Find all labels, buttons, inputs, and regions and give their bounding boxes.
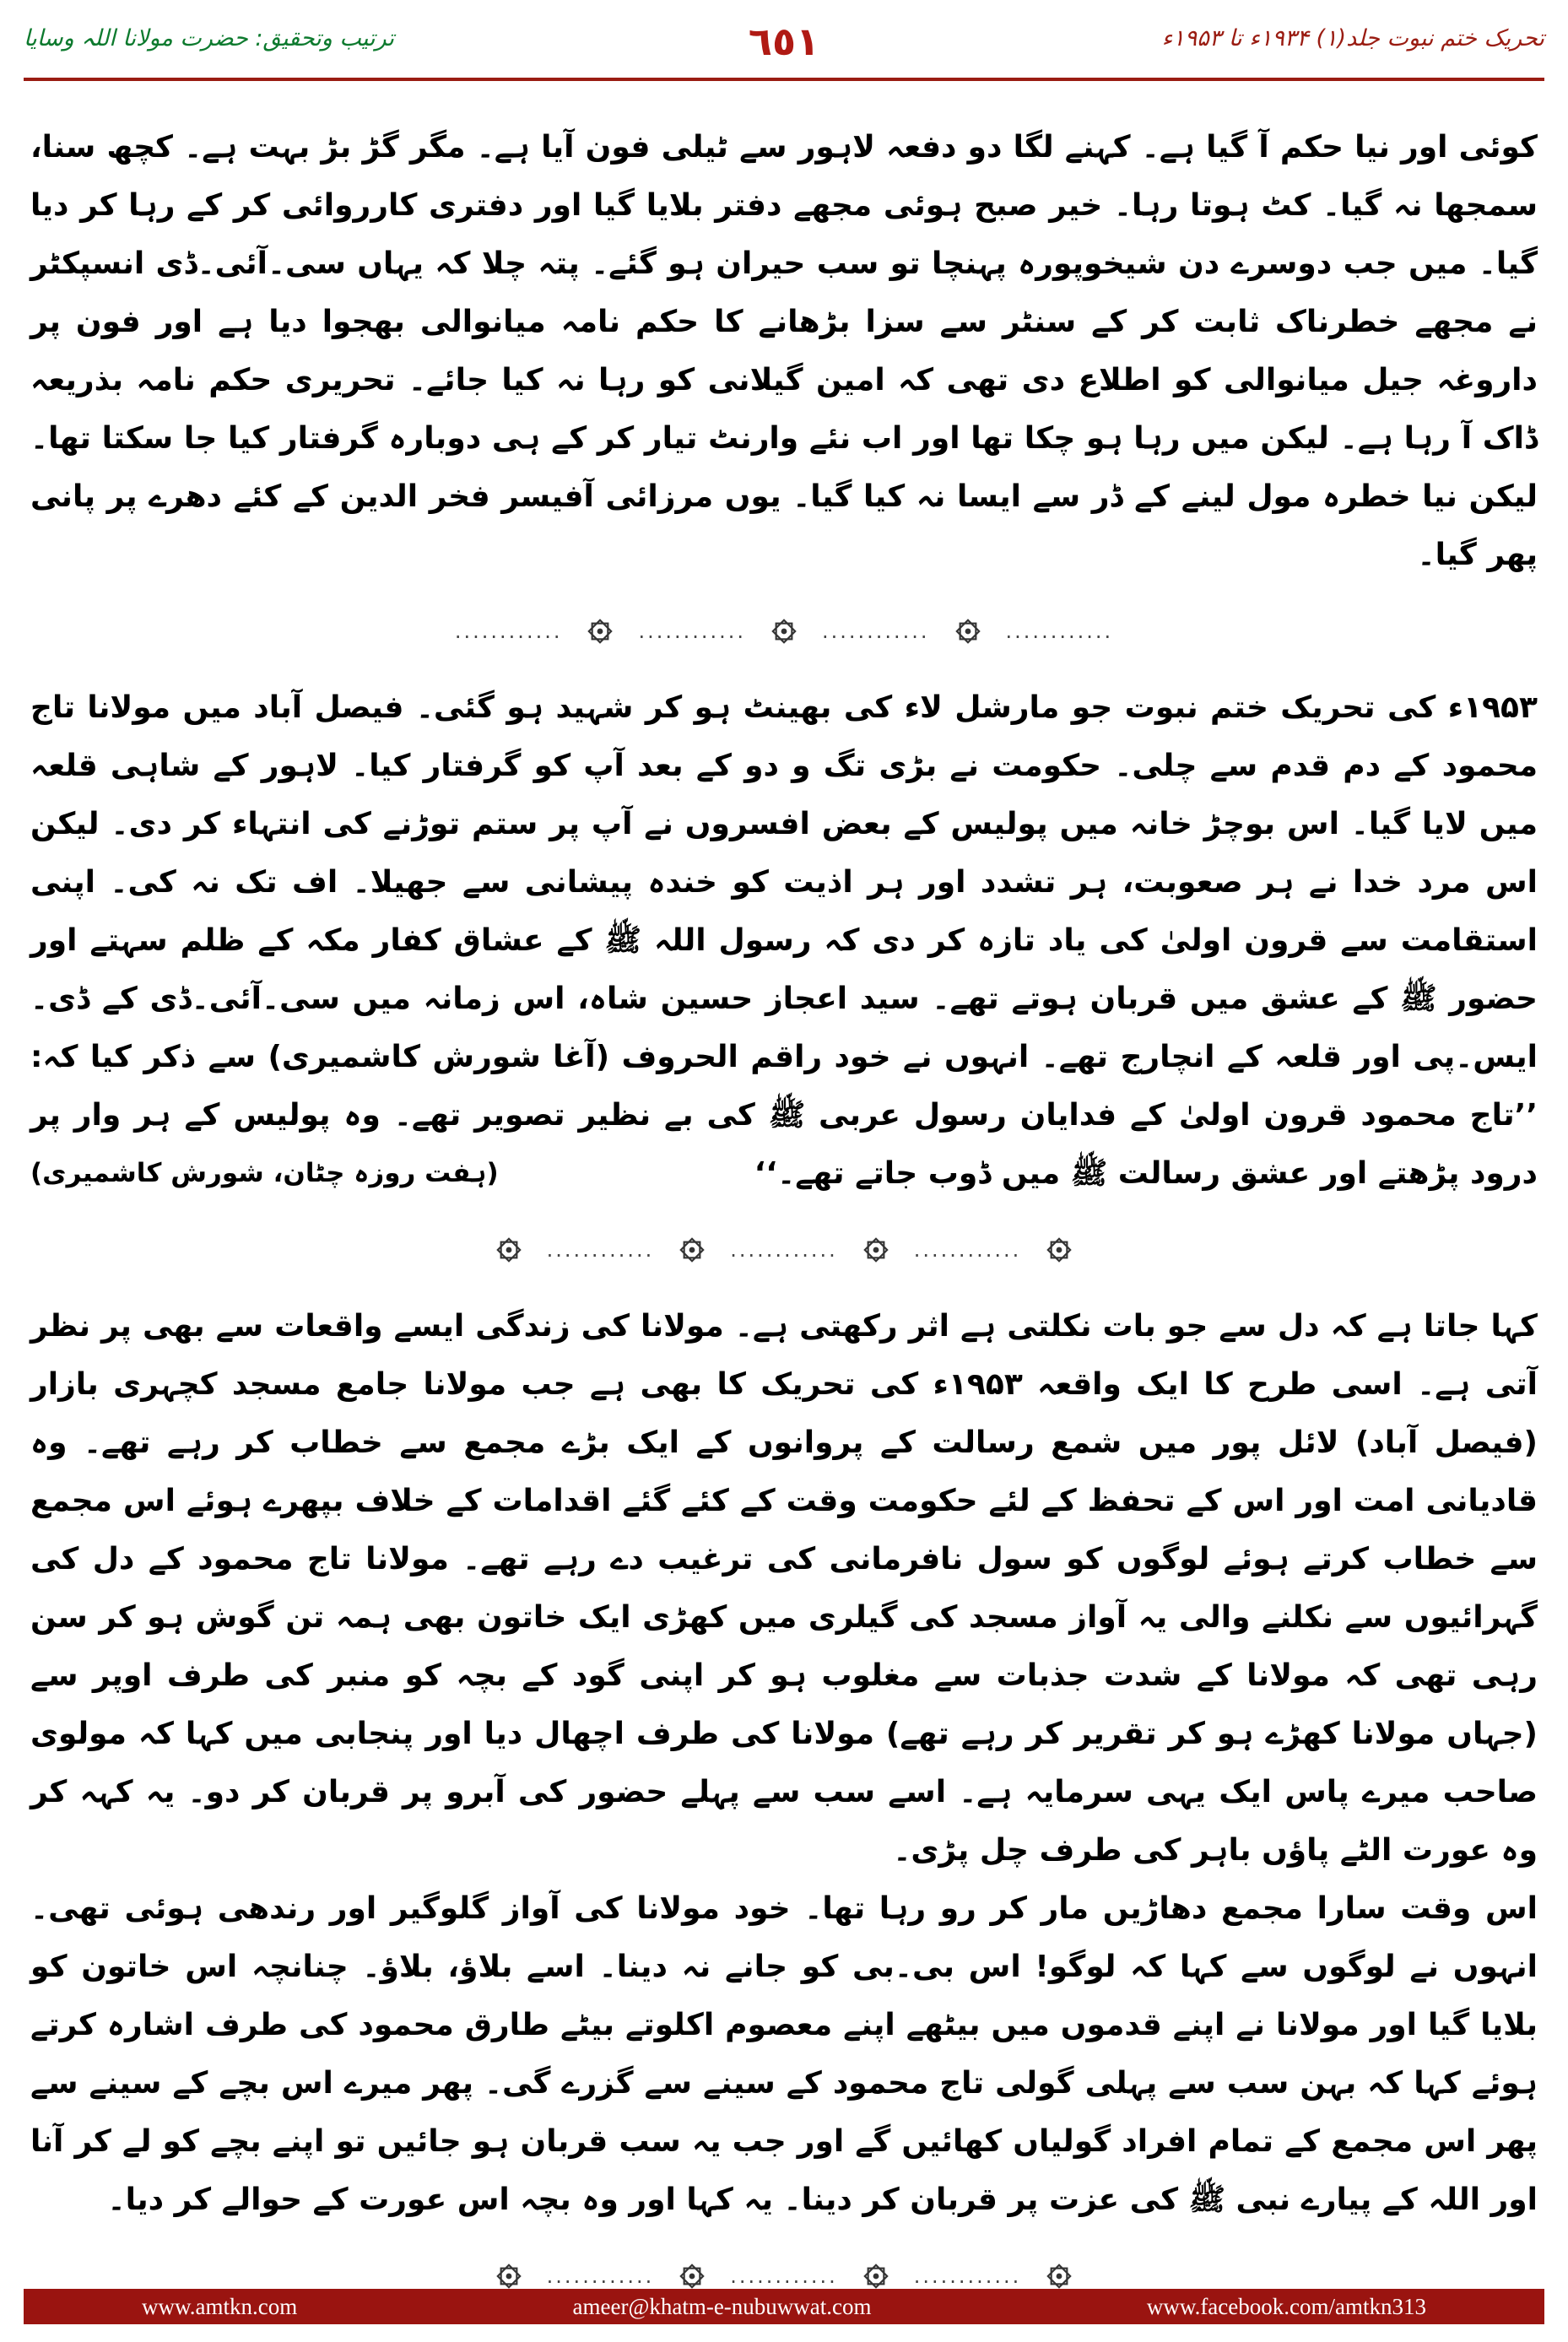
divider-dots: ............ [822, 619, 930, 643]
eight-point-star-icon [954, 617, 982, 646]
running-title: تحریک ختم نبوت جلد(۱) ۱۹۳۴ء تا ۱۹۵۳ء [1161, 25, 1544, 51]
eight-point-star-icon [1045, 1236, 1073, 1264]
eight-point-star-icon [862, 2262, 890, 2291]
divider-dots: ............ [913, 1237, 1022, 1262]
page-number: ٦٥١ [748, 19, 820, 64]
compiler-credit: ترتیب وتحقیق: حضرت مولانا اللہ وسایا [24, 25, 394, 51]
website-link[interactable]: www.amtkn.com [142, 2293, 298, 2319]
page-header [24, 19, 1544, 71]
page-footer [24, 2289, 1544, 2324]
section-divider-2 [30, 1203, 1538, 1297]
paragraph-faisalabad-event: کہا جاتا ہے کہ دل سے جو بات نکلتی ہے اثر رکھتی ہے۔ مولانا کی زندگی ایسے واقعات سے بھی پر نظر آتی ہے۔ اسی طرح کا ایک واقعہ ۱۹۵۳ء کی تحریک کا بھی ہے جب مولانا جامع مسجد کچہری بازار (فیصل آباد) لائل پور میں شمع رسالت کے پروانوں کے ایک بڑے مجمع سے خطاب کر رہے تھے۔ وہ قادیانی امت اور اس کے تحفظ کے لئے حکومت وقت کے کئے گئے اقدامات کے خلاف بپھرے ہوئے اس مجمع سے خطاب کرتے ہوئے لوگوں کو سول نافرمانی کی ترغیب دے رہے تھے۔ مولانا تاج محمود کے دل کی گہرائیوں سے نکلنے والی یہ آواز مسجد کی گیلری میں کھڑی ایک خاتون بھی ہمہ تن گوش ہو کر سن رہی تھی کہ مولانا کے شدت جذبات سے مغلوب ہو کر اپنی گود کے بچہ کو منبر کی طرف اوپر سے (جہاں مولانا کھڑے ہو کر تقریر کر رہے تھے) مولانا کی طرف اچھال دیا اور پنجابی میں کہا کہ مولوی صاحب میرے پاس ایک یہی سرمایہ ہے۔ اسے سب سے پہلے حضور کی آبرو پر قربان کر دو۔ یہ کہہ کر وہ عورت الٹے پاؤں باہر کی طرف چل پڑی۔ [30, 1309, 1538, 1868]
eight-point-star-icon [678, 2262, 706, 2291]
header-divider [24, 78, 1544, 81]
eight-point-star-icon [495, 2262, 523, 2291]
eight-point-star-icon [495, 1236, 523, 1264]
page-body [30, 118, 1538, 2323]
divider-dots: ............ [730, 2264, 838, 2288]
divider-dots: ............ [638, 619, 746, 643]
source-citation: (ہفت روزہ چٹان، شورش کاشمیری) [30, 1158, 499, 1188]
divider-dots: ............ [546, 2264, 655, 2288]
eight-point-star-icon [678, 1236, 706, 1264]
divider-dots: ............ [913, 2264, 1022, 2288]
eight-point-star-icon [1045, 2262, 1073, 2291]
paragraph-text: ۱۹۵۳ء کی تحریک ختم نبوت جو مارشل لاء کی بھینٹ ہو کر شہید ہو گئی۔ فیصل آباد میں مولانا تاج محمود کے دم قدم سے چلی۔ حکومت نے بڑی تگ و دو کے بعد آپ کو گرفتار کیا۔ لاہور کے شاہی قلعہ میں لایا گیا۔ اس بوچڑ خانہ میں پولیس کے بعض افسروں نے آپ پر ستم توڑنے کی انتہاء کر دی۔ لیکن اس مرد خدا نے ہر صعوبت، ہر تشدد اور ہر اذیت کو خندہ پیشانی سے جھیلا۔ اف تک نہ کی۔ اپنی استقامت سے قرون اولیٰ کی یاد تازہ کر دی کہ رسول اللہ ﷺ کے عشاق کفار مکہ کے ظلم سہتے اور حضور ﷺ کے عشق میں قربان ہوتے تھے۔ سید اعجاز حسین شاہ، اس زمانہ میں سی۔آئی۔ڈی کے ڈی۔ایس۔پی اور قلعہ کے انچارج تھے۔ انہوں نے خود راقم الحروف (آغا شورش کاشمیری) سے ذکر کیا کہ: ’’تاج محمود قرون اولیٰ کے فدایان رسول عربی ﷺ کی بے نظیر تصویر تھے۔ وہ پولیس کے ہر وار پر درود پڑھتے اور عشق رسالت ﷺ میں ڈوب جاتے تھے۔‘‘ [30, 690, 1538, 1191]
divider-dots: ............ [454, 619, 563, 643]
section-divider-1 [30, 584, 1538, 679]
divider-dots: ............ [730, 1237, 838, 1262]
email-link[interactable]: ameer@khatm-e-nubuwwat.com [572, 2293, 872, 2319]
facebook-link[interactable]: www.facebook.com/amtkn313 [1146, 2293, 1426, 2319]
divider-dots: ............ [546, 1237, 655, 1262]
paragraph-taj-mahmood [30, 679, 1538, 1203]
paragraph-release-story: کوئی اور نیا حکم آ گیا ہے۔ کہنے لگا دو دفعہ لاہور سے ٹیلی فون آیا ہے۔ مگر گڑ بڑ بہت ہے۔ کچھ سنا، سمجھا نہ گیا۔ کٹ ہوتا رہا۔ خیر صبح ہوئی مجھے دفتر بلایا گیا اور دفتری کارروائی کر کے رہا کر دیا گیا۔ میں جب دوسرے دن شیخوپورہ پہنچا تو سب حیران ہو گئے۔ پتہ چلا کہ یہاں سی۔آئی۔ڈی انسپکٹر نے مجھے خطرناک ثابت کر کے سنٹر سے سزا بڑھانے کا حکم نامہ میانوالی بھجوا دیا ہے اور فون پر داروغہ جیل میانوالی کو اطلاع دی تھی کہ امین گیلانی کو رہا نہ کیا جائے۔ تحریری حکم نامہ بذریعہ ڈاک آ رہا ہے۔ لیکن میں رہا ہو چکا تھا اور اب نئے وارنٹ تیار کر کے ہی دوبارہ گرفتار کیا جا سکتا تھا۔ لیکن نیا خطرہ مول لینے کے ڈر سے ایسا نہ کیا گیا۔ یوں مرزائی آفیسر فخر الدین کے کئے دھرے پر پانی پھر گیا۔ [30, 130, 1538, 572]
divider-dots: ............ [1005, 619, 1114, 643]
eight-point-star-icon [862, 1236, 890, 1264]
eight-point-star-icon [770, 617, 798, 646]
eight-point-star-icon [586, 617, 614, 646]
paragraph-sacrifice: اس وقت سارا مجمع دھاڑیں مار کر رو رہا تھا۔ خود مولانا کی آواز گلوگیر اور رندھی ہوئی تھی۔ انہوں نے لوگوں سے کہا کہ لوگو! اس بی۔بی کو جانے نہ دینا۔ اسے بلاؤ، بلاؤ۔ چنانچہ اس خاتون کو بلایا گیا اور مولانا نے اپنے قدموں میں بیٹھے اپنے معصوم اکلوتے بیٹے طارق محمود کی طرف اشارہ کرتے ہوئے کہا کہ بہن سب سے پہلی گولی تاج محمود کے سینے سے گزرے گی۔ پھر میرے اس بچے کے سینے سے پھر اس مجمع کے تمام افراد گولیاں کھائیں گے اور جب یہ سب قربان ہو جائیں تو اپنے بچے کو لے کر آنا اور اللہ کے پیارے نبی ﷺ کی عزت پر قربان کر دینا۔ یہ کہا اور وہ بچہ اس عورت کے حوالے کر دیا۔ [30, 1891, 1538, 2217]
